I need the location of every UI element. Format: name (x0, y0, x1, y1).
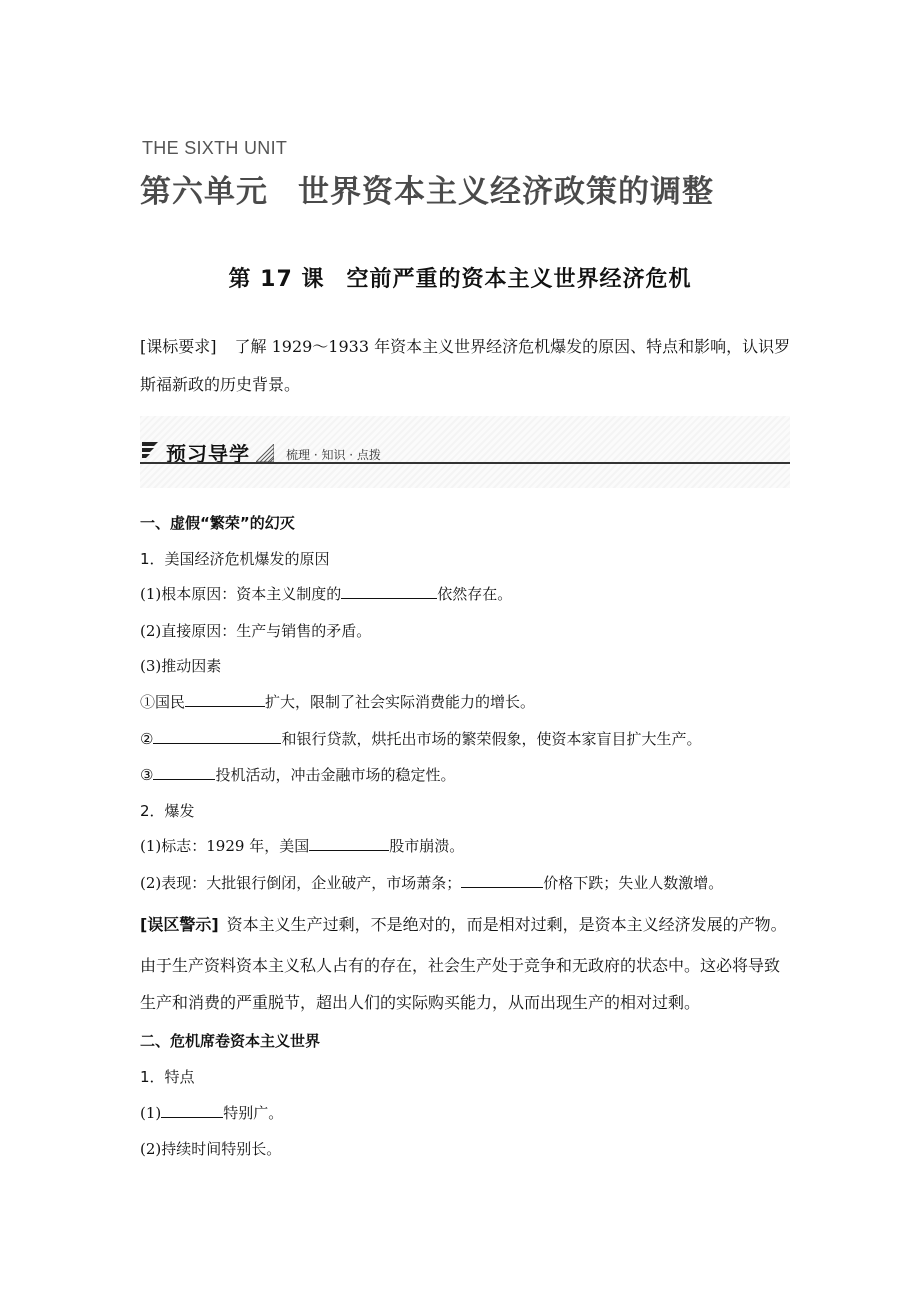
warning-line-3: 生产和消费的严重脱节，超出人们的实际购买能力，从而出现生产的相对过剩。 (140, 993, 701, 1012)
factor-2-text: ② (140, 730, 154, 748)
feature-1-text: (1) (140, 1104, 162, 1122)
requirement-text-1: 了解 1929～1933 年资本主义世界经济危机爆发的原因、特点和影响，认识罗 (234, 337, 791, 356)
warning-label: [误区警示] (140, 915, 219, 934)
banner-underline (140, 462, 790, 464)
unit-number: 第六单元 (140, 174, 268, 210)
factor-3 (140, 764, 455, 785)
blank-2[interactable] (185, 692, 265, 707)
blank-3[interactable] (153, 729, 281, 744)
banner-hatch-icon (256, 444, 274, 462)
blank-5[interactable] (309, 836, 389, 851)
unit-title (140, 166, 714, 211)
section-2-heading: 二、危机席卷资本主义世界 (140, 1032, 321, 1050)
section-1-heading: 一、虚假“繁荣”的幻灭 (140, 514, 295, 532)
feature-1-tail: 特别广。 (223, 1104, 284, 1122)
feature-2: (2)持续时间特别长。 (140, 1140, 282, 1158)
factor-3-text: ③ (140, 766, 154, 784)
cause-root-tail: 依然存在。 (437, 585, 513, 603)
outbreak-symptoms (140, 872, 723, 893)
outbreak-sign-tail: 股市崩溃。 (389, 837, 465, 855)
section-1-subheading-causes: 1．美国经济危机爆发的原因 (140, 550, 330, 568)
unit-name: 世界资本主义经济政策的调整 (298, 174, 714, 210)
cause-root (140, 583, 512, 604)
blank-1[interactable] (341, 584, 437, 599)
requirement-label: [课标要求] (140, 337, 217, 356)
section-2-subheading-features: 1．特点 (140, 1068, 195, 1086)
requirement-line-1 (140, 336, 790, 358)
outbreak-sign (140, 835, 464, 856)
factor-2 (140, 728, 701, 749)
outbreak-symptoms-text: (2)表现：大批银行倒闭，企业破产，市场萧条； (140, 874, 462, 892)
outbreak-symptoms-tail: 价格下跌；失业人数激增。 (543, 874, 724, 892)
warning-line-2: 由于生产资料资本主义私人占有的存在，社会生产处于竞争和无政府的状态中。这必将导致 (140, 956, 781, 975)
outbreak-sign-text: (1)标志：1929 年，美国 (140, 837, 310, 855)
banner-stripe-icon (142, 440, 162, 460)
lesson-name: 空前严重的资本主义世界经济危机 (346, 267, 692, 292)
unit-english-label: THE SIXTH UNIT (142, 138, 288, 158)
factor-1 (140, 691, 535, 712)
feature-1 (140, 1102, 283, 1123)
lesson-title (0, 262, 920, 293)
preview-banner (140, 416, 790, 488)
warning-text-1: 资本主义生产过剩，不是绝对的，而是相对过剩，是资本主义经济发展的产物。 (226, 915, 787, 934)
factor-1-text: ①国民 (140, 693, 186, 711)
section-1-subheading-outbreak: 2．爆发 (140, 802, 195, 820)
factor-1-tail: 扩大，限制了社会实际消费能力的增长。 (265, 693, 536, 711)
cause-direct: (2)直接原因：生产与销售的矛盾。 (140, 622, 372, 640)
blank-4[interactable] (153, 765, 215, 780)
banner-title: 预习导学 (166, 442, 250, 466)
cause-driving-factors: (3)推动因素 (140, 657, 222, 675)
banner-subtitle: 梳理 · 知识 · 点拨 (286, 448, 381, 462)
warning-line-1 (140, 912, 787, 935)
requirement-line-2: 斯福新政的历史背景。 (140, 375, 301, 394)
cause-root-text: (1)根本原因：资本主义制度的 (140, 585, 342, 603)
lesson-number: 第 17 课 (228, 267, 325, 292)
factor-2-tail: 和银行贷款，烘托出市场的繁荣假象，使资本家盲目扩大生产。 (281, 730, 702, 748)
blank-7[interactable] (161, 1103, 223, 1118)
blank-6[interactable] (461, 873, 543, 888)
factor-3-tail: 投机活动，冲击金融市场的稳定性。 (215, 766, 456, 784)
